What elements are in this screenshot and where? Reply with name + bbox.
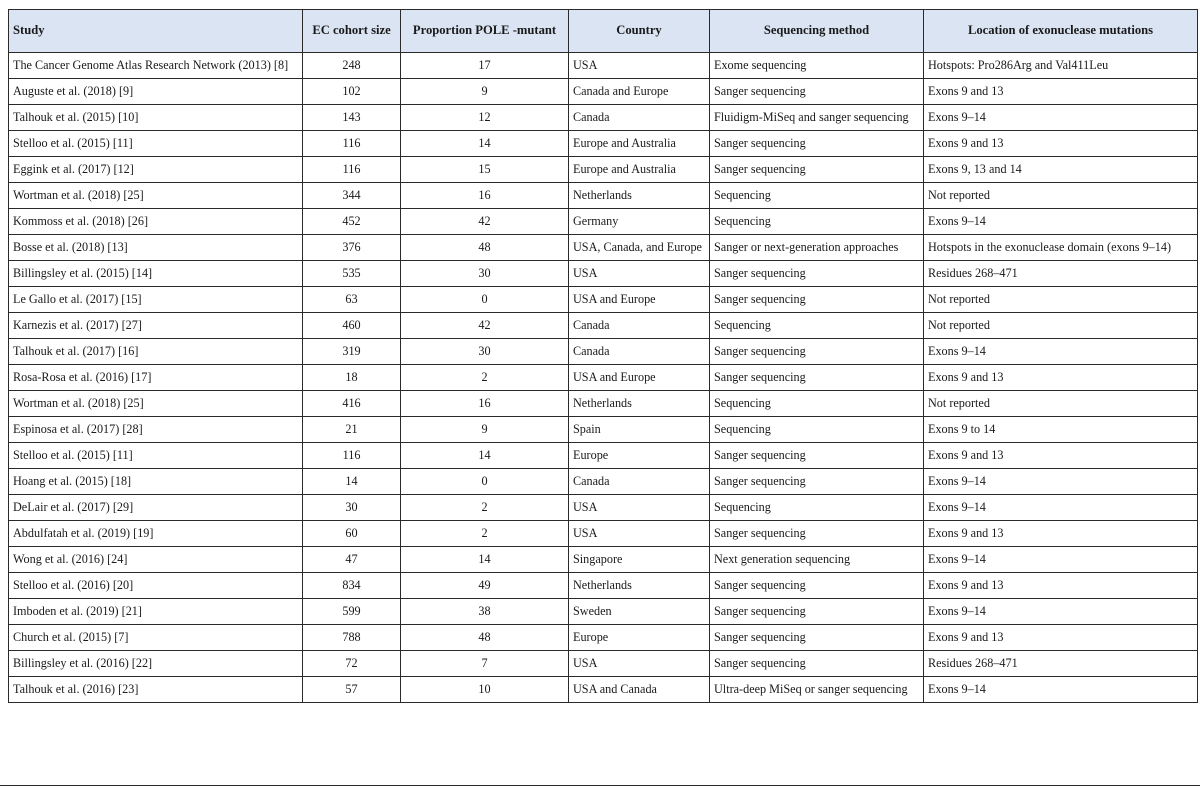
exonuclease-location-cell: Exons 9 and 13 (924, 79, 1198, 105)
column-header-sequencing-method: Sequencing method (710, 10, 924, 53)
proportion-cell: 2 (401, 365, 569, 391)
studies-table-container (8, 9, 1197, 703)
cohort-size-cell: 60 (303, 521, 401, 547)
study-cell: Church et al. (2015) [7] (9, 625, 303, 651)
country-cell: Canada (569, 469, 710, 495)
country-cell: USA (569, 53, 710, 79)
proportion-cell: 14 (401, 547, 569, 573)
study-cell: Kommoss et al. (2018) [26] (9, 209, 303, 235)
table-row (9, 651, 1198, 677)
proportion-cell: 14 (401, 443, 569, 469)
study-cell: Rosa-Rosa et al. (2016) [17] (9, 365, 303, 391)
sequencing-method-cell: Sanger sequencing (710, 157, 924, 183)
country-cell: Europe and Australia (569, 157, 710, 183)
study-cell: Stelloo et al. (2015) [11] (9, 443, 303, 469)
exonuclease-location-cell: Not reported (924, 391, 1198, 417)
table-row (9, 677, 1198, 703)
proportion-cell: 49 (401, 573, 569, 599)
sequencing-method-cell: Ultra-deep MiSeq or sanger sequencing (710, 677, 924, 703)
table-row (9, 313, 1198, 339)
country-cell: Europe (569, 625, 710, 651)
cohort-size-cell: 47 (303, 547, 401, 573)
sequencing-method-cell: Sanger sequencing (710, 625, 924, 651)
cohort-size-cell: 452 (303, 209, 401, 235)
column-header-cohort-size: EC cohort size (303, 10, 401, 53)
country-cell: Europe and Australia (569, 131, 710, 157)
country-cell: Germany (569, 209, 710, 235)
proportion-cell: 17 (401, 53, 569, 79)
column-header-study: Study (9, 10, 303, 53)
proportion-cell: 0 (401, 287, 569, 313)
cohort-size-cell: 460 (303, 313, 401, 339)
cohort-size-cell: 788 (303, 625, 401, 651)
country-cell: USA and Europe (569, 287, 710, 313)
sequencing-method-cell: Sanger sequencing (710, 261, 924, 287)
exonuclease-location-cell: Exons 9–14 (924, 339, 1198, 365)
table-header-row (9, 10, 1198, 53)
proportion-cell: 30 (401, 261, 569, 287)
study-cell: Auguste et al. (2018) [9] (9, 79, 303, 105)
table-body (9, 53, 1198, 703)
cohort-size-cell: 248 (303, 53, 401, 79)
proportion-cell: 0 (401, 469, 569, 495)
exonuclease-location-cell: Residues 268–471 (924, 261, 1198, 287)
column-header-proportion: Proportion POLE -mutant (401, 10, 569, 53)
cohort-size-cell: 72 (303, 651, 401, 677)
country-cell: USA (569, 651, 710, 677)
sequencing-method-cell: Sanger sequencing (710, 287, 924, 313)
table-row (9, 469, 1198, 495)
bottom-rule (0, 785, 1200, 786)
exonuclease-location-cell: Exons 9–14 (924, 209, 1198, 235)
study-cell: Le Gallo et al. (2017) [15] (9, 287, 303, 313)
exonuclease-location-cell: Hotspots: Pro286Arg and Val411Leu (924, 53, 1198, 79)
sequencing-method-cell: Fluidigm-MiSeq and sanger sequencing (710, 105, 924, 131)
cohort-size-cell: 63 (303, 287, 401, 313)
study-cell: Wortman et al. (2018) [25] (9, 391, 303, 417)
study-cell: Talhouk et al. (2016) [23] (9, 677, 303, 703)
sequencing-method-cell: Sanger sequencing (710, 339, 924, 365)
country-cell: Canada (569, 105, 710, 131)
sequencing-method-cell: Sanger sequencing (710, 651, 924, 677)
table-row (9, 235, 1198, 261)
cohort-size-cell: 143 (303, 105, 401, 131)
proportion-cell: 2 (401, 495, 569, 521)
cohort-size-cell: 21 (303, 417, 401, 443)
study-cell: Imboden et al. (2019) [21] (9, 599, 303, 625)
exonuclease-location-cell: Exons 9–14 (924, 105, 1198, 131)
study-cell: DeLair et al. (2017) [29] (9, 495, 303, 521)
table-row (9, 495, 1198, 521)
proportion-cell: 38 (401, 599, 569, 625)
country-cell: USA (569, 521, 710, 547)
cohort-size-cell: 116 (303, 157, 401, 183)
table-row (9, 547, 1198, 573)
country-cell: Netherlands (569, 183, 710, 209)
study-cell: Wortman et al. (2018) [25] (9, 183, 303, 209)
table-row (9, 131, 1198, 157)
cohort-size-cell: 535 (303, 261, 401, 287)
study-cell: Karnezis et al. (2017) [27] (9, 313, 303, 339)
exonuclease-location-cell: Hotspots in the exonuclease domain (exons 9–14) (924, 235, 1198, 261)
country-cell: Canada and Europe (569, 79, 710, 105)
exonuclease-location-cell: Exons 9 and 13 (924, 573, 1198, 599)
study-cell: Abdulfatah et al. (2019) [19] (9, 521, 303, 547)
study-cell: Hoang et al. (2015) [18] (9, 469, 303, 495)
proportion-cell: 2 (401, 521, 569, 547)
table-row (9, 209, 1198, 235)
exonuclease-location-cell: Exons 9–14 (924, 547, 1198, 573)
sequencing-method-cell: Sequencing (710, 391, 924, 417)
study-cell: Eggink et al. (2017) [12] (9, 157, 303, 183)
sequencing-method-cell: Sanger sequencing (710, 79, 924, 105)
proportion-cell: 10 (401, 677, 569, 703)
cohort-size-cell: 30 (303, 495, 401, 521)
table-row (9, 573, 1198, 599)
country-cell: USA (569, 495, 710, 521)
proportion-cell: 16 (401, 183, 569, 209)
proportion-cell: 7 (401, 651, 569, 677)
exonuclease-location-cell: Exons 9, 13 and 14 (924, 157, 1198, 183)
table-row (9, 105, 1198, 131)
proportion-cell: 9 (401, 417, 569, 443)
exonuclease-location-cell: Not reported (924, 287, 1198, 313)
cohort-size-cell: 57 (303, 677, 401, 703)
sequencing-method-cell: Sanger sequencing (710, 599, 924, 625)
exonuclease-location-cell: Exons 9 and 13 (924, 365, 1198, 391)
exonuclease-location-cell: Exons 9 and 13 (924, 443, 1198, 469)
exonuclease-location-cell: Not reported (924, 183, 1198, 209)
sequencing-method-cell: Sanger sequencing (710, 365, 924, 391)
study-cell: Billingsley et al. (2016) [22] (9, 651, 303, 677)
exonuclease-location-cell: Residues 268–471 (924, 651, 1198, 677)
cohort-size-cell: 834 (303, 573, 401, 599)
pole-mutation-studies-table (8, 9, 1198, 703)
sequencing-method-cell: Sanger sequencing (710, 521, 924, 547)
cohort-size-cell: 14 (303, 469, 401, 495)
sequencing-method-cell: Next generation sequencing (710, 547, 924, 573)
country-cell: Singapore (569, 547, 710, 573)
country-cell: Canada (569, 339, 710, 365)
table-row (9, 625, 1198, 651)
country-cell: USA, Canada, and Europe (569, 235, 710, 261)
sequencing-method-cell: Sanger sequencing (710, 469, 924, 495)
exonuclease-location-cell: Exons 9 and 13 (924, 131, 1198, 157)
study-cell: Espinosa et al. (2017) [28] (9, 417, 303, 443)
cohort-size-cell: 319 (303, 339, 401, 365)
proportion-cell: 15 (401, 157, 569, 183)
table-row (9, 157, 1198, 183)
study-cell: Wong et al. (2016) [24] (9, 547, 303, 573)
sequencing-method-cell: Sequencing (710, 183, 924, 209)
table-row (9, 287, 1198, 313)
sequencing-method-cell: Sequencing (710, 417, 924, 443)
table-row (9, 53, 1198, 79)
country-cell: Europe (569, 443, 710, 469)
country-cell: Sweden (569, 599, 710, 625)
exonuclease-location-cell: Exons 9–14 (924, 677, 1198, 703)
exonuclease-location-cell: Not reported (924, 313, 1198, 339)
sequencing-method-cell: Sanger sequencing (710, 573, 924, 599)
cohort-size-cell: 116 (303, 131, 401, 157)
country-cell: Canada (569, 313, 710, 339)
cohort-size-cell: 344 (303, 183, 401, 209)
country-cell: USA and Europe (569, 365, 710, 391)
exonuclease-location-cell: Exons 9 and 13 (924, 625, 1198, 651)
exonuclease-location-cell: Exons 9–14 (924, 599, 1198, 625)
sequencing-method-cell: Sanger sequencing (710, 443, 924, 469)
exonuclease-location-cell: Exons 9 and 13 (924, 521, 1198, 547)
country-cell: USA (569, 261, 710, 287)
table-row (9, 417, 1198, 443)
cohort-size-cell: 599 (303, 599, 401, 625)
study-cell: The Cancer Genome Atlas Research Network (2013) [8] (9, 53, 303, 79)
exonuclease-location-cell: Exons 9–14 (924, 469, 1198, 495)
proportion-cell: 14 (401, 131, 569, 157)
proportion-cell: 16 (401, 391, 569, 417)
study-cell: Talhouk et al. (2017) [16] (9, 339, 303, 365)
sequencing-method-cell: Sequencing (710, 209, 924, 235)
table-row (9, 443, 1198, 469)
column-header-exonuclease-location: Location of exonuclease mutations (924, 10, 1198, 53)
cohort-size-cell: 416 (303, 391, 401, 417)
proportion-cell: 30 (401, 339, 569, 365)
table-row (9, 79, 1198, 105)
study-cell: Stelloo et al. (2016) [20] (9, 573, 303, 599)
proportion-cell: 48 (401, 235, 569, 261)
country-cell: USA and Canada (569, 677, 710, 703)
cohort-size-cell: 116 (303, 443, 401, 469)
proportion-cell: 48 (401, 625, 569, 651)
sequencing-method-cell: Sanger or next-generation approaches (710, 235, 924, 261)
proportion-cell: 42 (401, 313, 569, 339)
table-row (9, 339, 1198, 365)
column-header-country: Country (569, 10, 710, 53)
table-row (9, 391, 1198, 417)
sequencing-method-cell: Sequencing (710, 495, 924, 521)
sequencing-method-cell: Sequencing (710, 313, 924, 339)
study-cell: Billingsley et al. (2015) [14] (9, 261, 303, 287)
study-cell: Talhouk et al. (2015) [10] (9, 105, 303, 131)
country-cell: Netherlands (569, 391, 710, 417)
table-row (9, 261, 1198, 287)
study-cell: Stelloo et al. (2015) [11] (9, 131, 303, 157)
proportion-cell: 42 (401, 209, 569, 235)
table-row (9, 365, 1198, 391)
cohort-size-cell: 102 (303, 79, 401, 105)
cohort-size-cell: 376 (303, 235, 401, 261)
exonuclease-location-cell: Exons 9 to 14 (924, 417, 1198, 443)
table-row (9, 521, 1198, 547)
study-cell: Bosse et al. (2018) [13] (9, 235, 303, 261)
country-cell: Netherlands (569, 573, 710, 599)
table-row (9, 183, 1198, 209)
exonuclease-location-cell: Exons 9–14 (924, 495, 1198, 521)
sequencing-method-cell: Exome sequencing (710, 53, 924, 79)
cohort-size-cell: 18 (303, 365, 401, 391)
proportion-cell: 9 (401, 79, 569, 105)
table-row (9, 599, 1198, 625)
sequencing-method-cell: Sanger sequencing (710, 131, 924, 157)
proportion-cell: 12 (401, 105, 569, 131)
country-cell: Spain (569, 417, 710, 443)
